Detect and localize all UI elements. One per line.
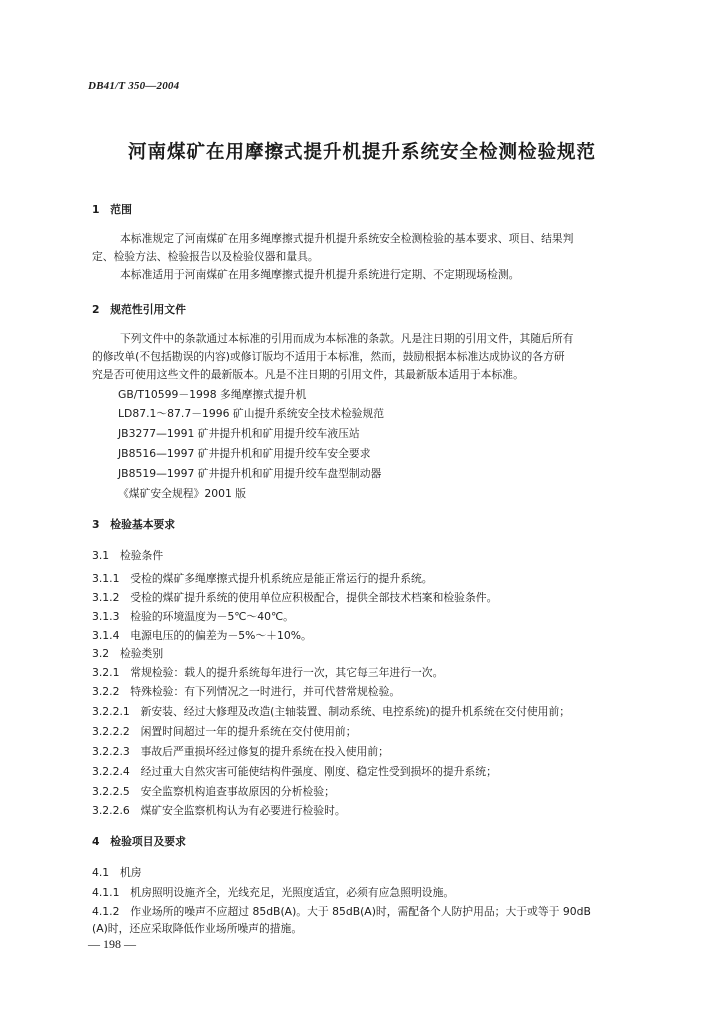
clause-line: 4.1.1 机房照明设施齐全，光线充足，光照度适宜，必须有应急照明设施。 bbox=[92, 886, 455, 899]
clause-line: 4.1.2 作业场所的噪声不应超过 85dB(A)。大于 85dB(A)时，需配备个人防护用品；大于或等于 90dB bbox=[92, 905, 591, 918]
paragraph-line: 定、检验方法、检验报告以及检验仪器和量具。 bbox=[92, 250, 319, 263]
paragraph-line: 究是否可使用这些文件的最新版本。凡是不注日期的引用文件，其最新版本适用于本标准。 bbox=[92, 368, 524, 381]
reference-item: GB/T10599－1998 多绳摩擦式提升机 bbox=[118, 388, 307, 401]
paragraph-line: 本标准规定了河南煤矿在用多绳摩擦式提升机提升系统安全检测检验的基本要求、项目、结果判 bbox=[120, 232, 574, 245]
section-heading: 4 检验项目及要求 bbox=[92, 835, 186, 848]
clause-line: 3.2.2 特殊检验：有下列情况之一时进行，并可代替常规检验。 bbox=[92, 685, 401, 698]
paragraph-line: 本标准适用于河南煤矿在用多绳摩擦式提升机提升系统进行定期、不定期现场检测。 bbox=[120, 268, 520, 281]
clause-line: 3.2.2.3 事故后严重损坏经过修复的提升系统在投入使用前； bbox=[92, 745, 389, 758]
section-heading: 2 规范性引用文件 bbox=[92, 303, 186, 316]
reference-item: JB3277—1991 矿井提升机和矿用提升绞车液压站 bbox=[118, 427, 360, 440]
clause-line: 3.2.2.1 新安装、经过大修理及改造(主轴装置、制动系统、电控系统)的提升机系统在交付使用前； bbox=[92, 705, 571, 718]
reference-item: LD87.1～87.7－1996 矿山提升系统安全技术检验规范 bbox=[118, 407, 385, 420]
clause-line: (A)时，还应采取降低作业场所噪声的措施。 bbox=[92, 922, 303, 935]
clause-line: 3.2.2.5 安全监察机构追查事故原因的分析检验； bbox=[92, 785, 335, 798]
clause-line: 3.2.2.2 闲置时间超过一年的提升系统在交付使用前； bbox=[92, 725, 357, 738]
document-code: DB41/T 350—2004 bbox=[88, 80, 180, 92]
paragraph-line: 下列文件中的条款通过本标准的引用而成为本标准的条款。凡是注日期的引用文件，其随后所有 bbox=[120, 332, 574, 345]
clause-heading: 4.1 机房 bbox=[92, 866, 142, 879]
reference-item: JB8516—1997 矿井提升机和矿用提升绞车安全要求 bbox=[118, 447, 371, 460]
clause-heading: 3.1 检验条件 bbox=[92, 549, 164, 562]
clause-heading: 3.2 检验类别 bbox=[92, 647, 164, 660]
section-heading: 3 检验基本要求 bbox=[92, 518, 176, 531]
clause-line: 3.2.2.6 煤矿安全监察机构认为有必要进行检验时。 bbox=[92, 804, 346, 817]
reference-item: 《煤矿安全规程》2001 版 bbox=[118, 487, 247, 500]
reference-item: JB8519—1997 矿井提升机和矿用提升绞车盘型制动器 bbox=[118, 467, 382, 480]
page-number: — 198 — bbox=[88, 937, 136, 951]
clause-line: 3.1.4 电源电压的的偏差为－5%～＋10%。 bbox=[92, 629, 312, 642]
paragraph-line: 的修改单(不包括勘误的内容)或修订版均不适用于本标准，然而，鼓励根据本标准达成协议的各方研 bbox=[92, 350, 565, 363]
clause-line: 3.1.3 检验的环境温度为－5℃～40℃。 bbox=[92, 610, 294, 623]
section-heading: 1 范围 bbox=[92, 203, 132, 216]
clause-line: 3.2.1 常规检验：载人的提升系统每年进行一次，其它每三年进行一次。 bbox=[92, 666, 444, 679]
clause-line: 3.2.2.4 经过重大自然灾害可能使结构件强度、刚度、稳定性受到损坏的提升系统； bbox=[92, 765, 497, 778]
clause-line: 3.1.2 受检的煤矿提升系统的使用单位应积极配合，提供全部技术档案和检验条件。 bbox=[92, 591, 498, 604]
clause-line: 3.1.1 受检的煤矿多绳摩擦式提升机系统应是能正常运行的提升系统。 bbox=[92, 572, 433, 585]
document-title: 河南煤矿在用摩擦式提升机提升系统安全检测检验规范 bbox=[127, 142, 596, 163]
